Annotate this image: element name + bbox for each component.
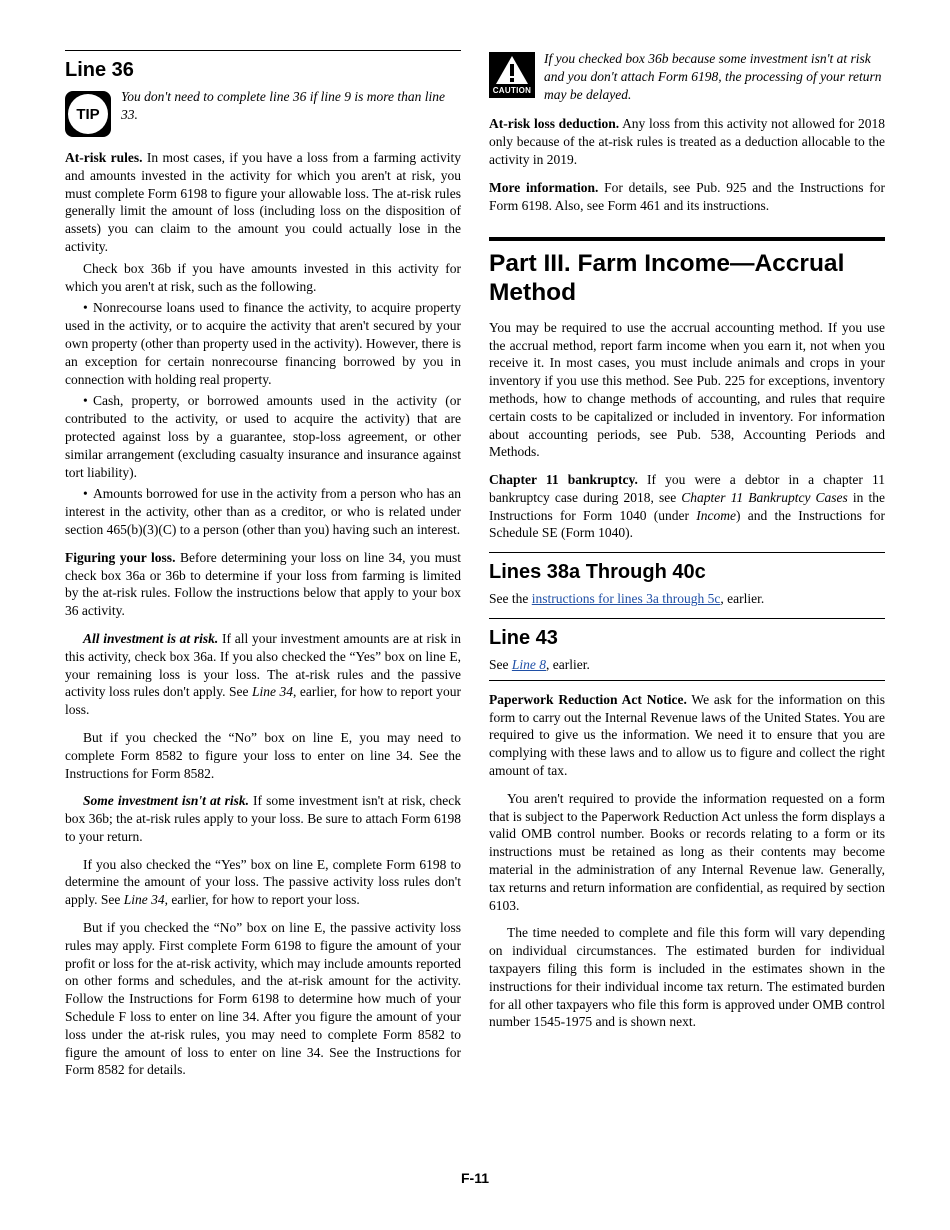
left-column — [65, 50, 461, 1083]
line-43-paragraph: See Line 8, earlier. — [489, 657, 590, 673]
some-investment-yes-paragraph: If you also checked the “Yes” box on line E, complete Form 6198 to determine the amount of your loss. The passive activity loss rules don't apply. See Line 34, earlier, for how to report your loss. — [65, 856, 461, 908]
all-investment-paragraph: All investment is at risk. If all your investment amounts are at risk in this activity, check box 36a. If you also checked the “Yes” box on line E, your remaining loss is your loss. The at-risk rules and the passive activity loss rules don't apply. See Line 34, earlier, for how to report your loss. — [65, 630, 462, 718]
figuring-loss-paragraph: Figuring your loss. Before determining your loss on line 34, you must check box 36a or 36b to determine if your loss from farming is limited by the at-risk rules. Follow the instructions below that apply to your box 36 activity. — [65, 549, 462, 619]
chapter-11-paragraph: Chapter 11 bankruptcy. If you were a debtor in a chapter 11 bankruptcy case during 2018, see Chapter 11 Bankruptcy Cases in the Instructions for Form 1040 (under Income) and the Instructions for Schedule SE (Form 1040). — [489, 472, 886, 541]
bullet-item: • Nonrecourse loans used to finance the activity, to acquire property used in the activity, or to acquire the activity that aren't secured by your own property (other than property used in the activity). However, there is an exception for certain nonrecourse financing borrowed by you in connection with holding real property. — [65, 300, 461, 387]
section-divider — [489, 680, 885, 681]
some-investment-paragraph: Some investment isn't at risk. If some investment isn't at risk, check box 36b; the at-risk rules apply to your loss. Be sure to attach Form 6198 to your return. — [65, 793, 461, 844]
page-number: F-11 — [460, 1170, 489, 1186]
caution-text: If you checked box 36b because some investment isn't at risk and you don't attach Form 6198, the processing of your return may be delayed. — [544, 51, 882, 102]
section-divider — [65, 50, 461, 51]
line-43-heading: Line 43 — [489, 627, 558, 650]
at-risk-loss-deduction-paragraph: At-risk loss deduction. Any loss from this activity not allowed for 2018 only because of the at-risk rules is treated as a deduction allocable to the activity in 2019. — [489, 116, 886, 167]
caution-icon: CAUTION — [489, 52, 535, 98]
some-investment-no-paragraph: But if you checked the “No” box on line E, the passive activity loss rules may apply. First complete Form 6198 to figure the amount of your profit or loss for the at-risk activity, which may include amounts reported on other forms and schedules, and the at-risk amount for the activity. Follow the Instructions for Form 6198 to determine how much of your Schedule F loss to enter on line 34. After you figure the amount of your loss under the at-risk rules, you may need to complete Form 8582 to figure the amount of loss to enter on line 34. See the Instructions for Form 8582 for details. — [65, 920, 461, 1078]
bullet-item: • Cash, property, or borrowed amounts used in the activity (or contributed to the activity, or used to acquire the activity) that are protected against loss by a guarantee, stop-loss agreement, or other similar arrangement (excluding casualty insurance and insurance against tort liability). — [65, 393, 461, 480]
tip-text: You don't need to complete line 36 if line 9 is more than line 33. — [121, 89, 445, 122]
bullet-item: • Amounts borrowed for use in the activity from a person who has an interest in the activity, other than as a creditor, or who is related under section 465(b)(3)(C) to a person (other than you) having such an interest. — [65, 486, 461, 537]
at-risk-rules-paragraph: At-risk rules. In most cases, if you have a loss from a farming activity and amounts invested in the activity for which you aren't at risk, you must complete Form 6198 to figure your allowable loss. The at-risk rules generally limit the amount of loss (including loss on the disposition of assets) you can claim to the amount you could actually lose in the activity. — [65, 150, 461, 254]
lines-38a-40c-paragraph: See the instructions for lines 3a through 5c, earlier. — [489, 591, 765, 607]
caution-note — [489, 50, 885, 103]
line-8-link[interactable]: Line 8 — [511, 657, 547, 673]
more-information-paragraph: More information. For details, see Pub. 925 and the Instructions for Form 6198. Also, see Form 461 and its instructions. — [489, 179, 886, 213]
part-iii-heading: Part III. Farm Income—Accrual Method — [489, 250, 845, 306]
right-column — [489, 50, 885, 1035]
lines-38a-40c-heading: Lines 38a Through 40c — [489, 561, 706, 584]
part-divider — [489, 237, 885, 241]
paperwork-omb-paragraph: You aren't required to provide the information requested on a form that is subject to the Paperwork Reduction Act unless the form displays a valid OMB control number. Books or records relating to a form or its instructions must be retained as long as their contents may become material in the administration of any Internal Revenue law. Generally, tax returns and return information are confidential, as required by section 6103. — [489, 790, 885, 913]
tip-icon: TIP — [65, 91, 111, 137]
paperwork-burden-paragraph: The time needed to complete and file this form will vary depending on individual circumstances. The estimated burden for individual taxpayers filing this form is included in the estimates shown in the instructions for their individual income tax return. The estimated burden for all other taxpayers who file this form is approved under OMB control number 1545-1975 and is shown next. — [489, 925, 885, 1030]
section-divider — [489, 552, 885, 553]
all-investment-no-paragraph: But if you checked the “No” box on line E, you may need to complete Form 8582 to figure your loss to enter on line 34. See the Instructions for Form 8582. — [65, 729, 461, 781]
section-divider — [489, 618, 885, 619]
instructions-lines-3a-5c-link[interactable]: instructions for lines 3a through 5c — [531, 591, 721, 607]
line-36-heading: Line 36 — [65, 59, 134, 81]
tip-note — [65, 88, 461, 137]
check-box-paragraph: Check box 36b if you have amounts invested in this activity for which you aren't at risk, such as the following. — [65, 260, 461, 294]
warning-triangle-icon — [495, 55, 529, 85]
accrual-intro-paragraph: You may be required to use the accrual accounting method. If you use the accrual method, report farm income when you earn it, not when you receive it. In most cases, you must include animals and crops in your inventory if you use this method. See Pub. 225 for exceptions, inventory methods, how to change methods of accounting, and rules that require certain costs to be capitalized or included in inventory. For information about accounting periods, see Pub. 538, Accounting Periods and Methods. — [489, 319, 885, 460]
paperwork-notice-paragraph: Paperwork Reduction Act Notice. We ask for the information on this form to carry out the Internal Revenue laws of the United States. You are required to give us the information. We need it to ensure that you are complying with these laws and to allow us to figure and collect the right amount of tax. — [489, 691, 886, 779]
